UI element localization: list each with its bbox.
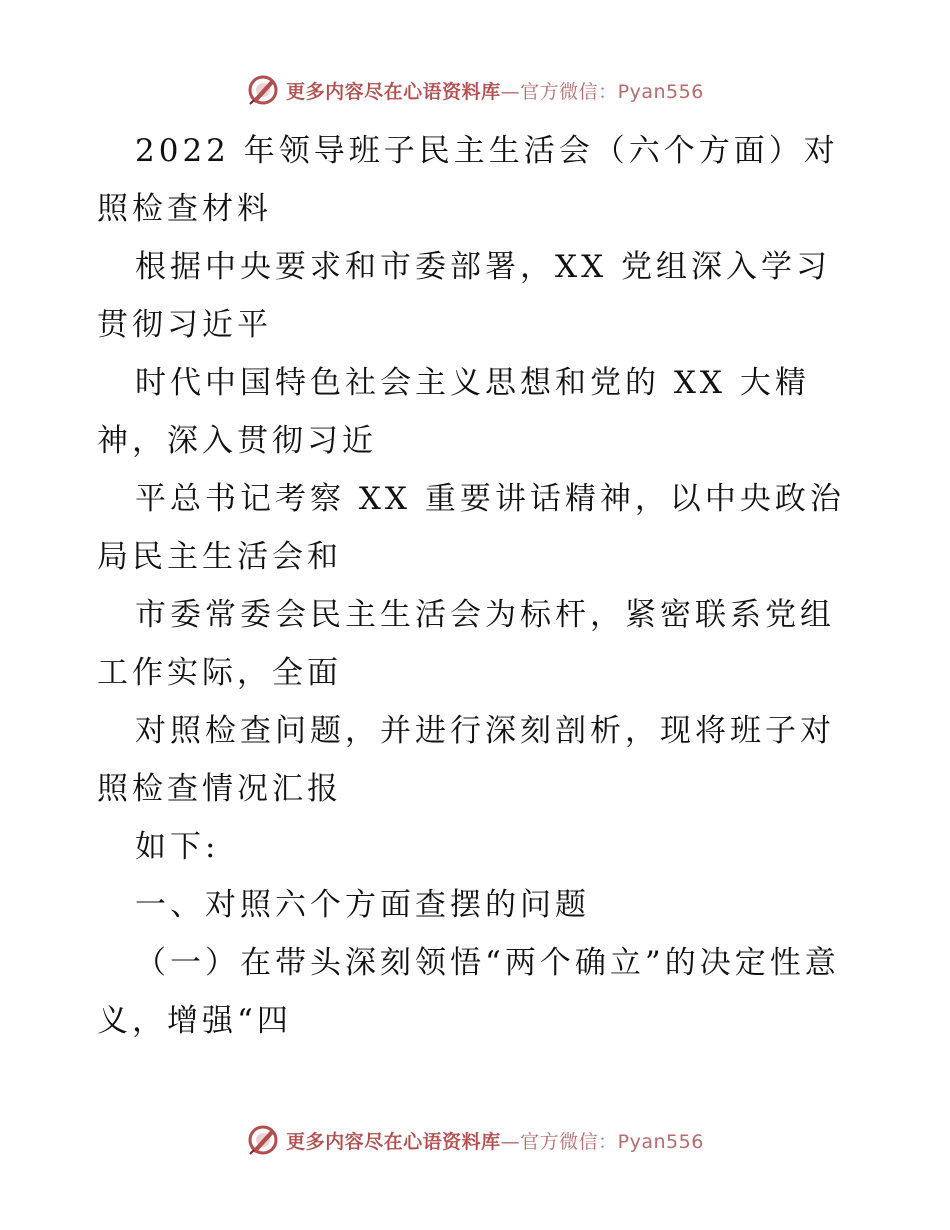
pen-seal-logo-icon (246, 73, 280, 107)
watermark-header (0, 70, 950, 110)
pen-seal-logo-icon (246, 1123, 280, 1157)
paragraph: 市委常委会民主生活会为标杆，紧密联系党组工作实际，全面 (97, 597, 835, 691)
paragraph: 对照检查问题，并进行深刻剖析，现将班子对照检查情况汇报 (97, 713, 835, 807)
paragraph: 根据中央要求和市委部署，XX 党组深入学习贯彻习近平 (97, 249, 831, 343)
document-title: 2022 年领导班子民主生活会（六个方面）对照检查材料 (97, 133, 839, 227)
watermark-footer (0, 1120, 950, 1160)
paragraph: 时代中国特色社会主义思想和党的 XX 大精神，深入贯彻习近 (97, 365, 810, 459)
document-body (97, 122, 857, 1050)
section-heading: 一、对照六个方面查摆的问题 (135, 887, 590, 923)
watermark-text: 更多内容尽在心语资料库—官方微信：Pyan556 (286, 80, 704, 103)
watermark-text: 更多内容尽在心语资料库—官方微信：Pyan556 (286, 1130, 704, 1153)
subsection-heading: （一）在带头深刻领悟“两个确立”的决定性意义，增强“四 (97, 945, 840, 1039)
paragraph: 如下: (135, 829, 220, 865)
paragraph: 平总书记考察 XX 重要讲话精神，以中央政治局民主生活会和 (97, 481, 845, 575)
